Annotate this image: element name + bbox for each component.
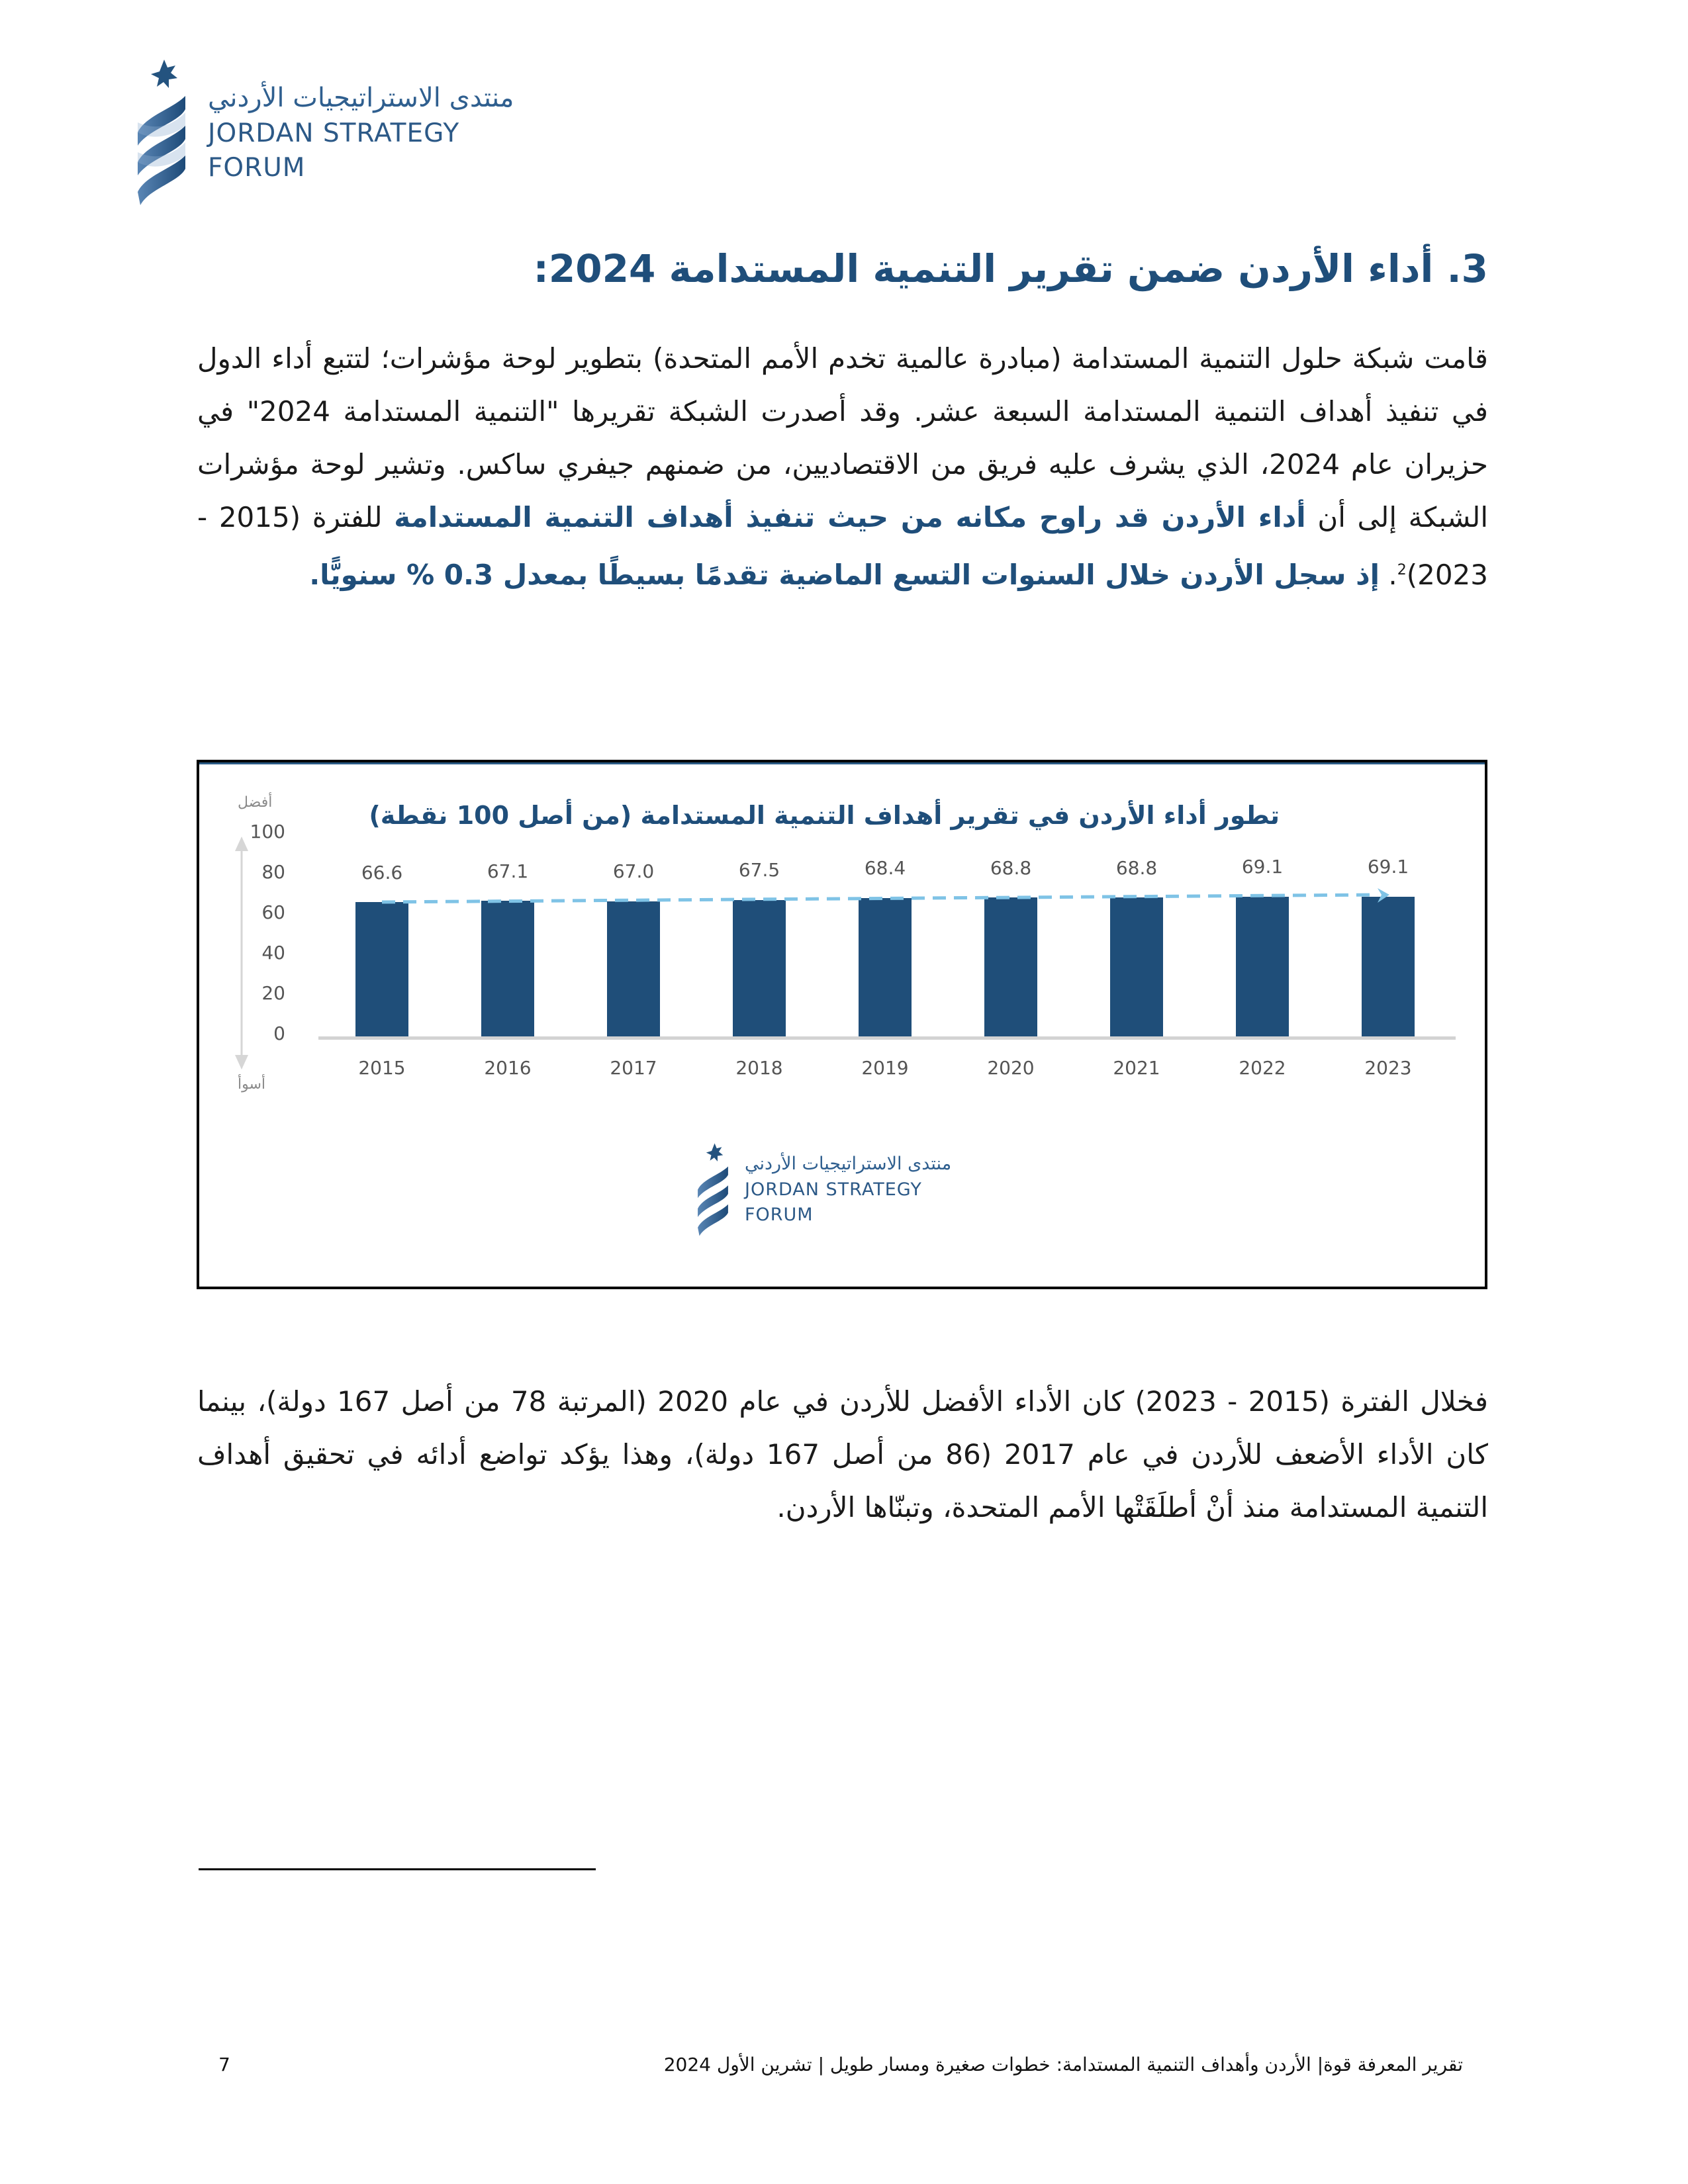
chart-title: تطور أداء الأردن في تقرير أهداف التنمية المستدامة (من أصل 100 نقطة)	[369, 801, 1280, 830]
y-tick: 60	[261, 901, 285, 923]
paragraph-text: .	[1380, 559, 1397, 591]
intro-paragraph	[197, 332, 1488, 602]
x-tick: 2020	[987, 1057, 1035, 1079]
trend-arrow-icon	[199, 762, 1485, 1040]
bar-value-label: 68.8	[1115, 857, 1158, 879]
x-tick: 2021	[1113, 1057, 1160, 1079]
x-tick: 2016	[484, 1057, 532, 1079]
y-tick: 100	[250, 821, 285, 842]
bar-value-label: 68.8	[990, 857, 1032, 879]
y-axis-better-label: أفضل	[238, 794, 273, 811]
bar-value-label: 67.0	[612, 860, 655, 882]
analysis-paragraph: فخلال الفترة (2015 - 2023) كان الأداء الأفضل للأردن في عام 2020 (المرتبة 78 من أصل 167 دولة)، بينما كان الأداء الأضعف للأردن في عام 2017 (86 من أصل 167 دولة)، وهذا يؤكد تواضع أدائه في تحقيق أهداف التنمية المستدامة منذ أنْ أطلَقَتْها الأمم المتحدة، وتبنّاها الأردن.	[197, 1385, 1489, 1524]
footnote-separator	[199, 1868, 596, 1870]
paragraph-text: قامت شبكة حلول التنمية المستدامة (مبادرة عالمية تخدم الأمم المتحدة) بتطوير لوحة مؤشرات؛ لتتبع أداء الدول في تنفيذ أهداف التنمية المستدامة السبعة عشر. وقد أصدرت الشبكة تقريرها "التنمية المستدامة 2024" في حزيران عام 2024، الذي يشرف عليه فريق من الاقتصاديين، من ضمنهم جيفري ساكس. وتشير لوحة مؤشرات الشبكة إلى أن	[197, 342, 1488, 533]
highlighted-text: أداء الأردن قد راوح مكانه من حيث تنفيذ أهداف التنمية المستدامة	[394, 501, 1306, 533]
jordan-star-ribbon-icon	[132, 56, 205, 208]
jordan-star-ribbon-icon	[694, 1135, 741, 1244]
section-heading: 3. أداء الأردن ضمن تقرير التنمية المستدامة 2024:	[533, 246, 1488, 291]
chart-watermark-logo	[694, 1133, 986, 1246]
y-axis-worse-label: أسوأ	[238, 1076, 266, 1093]
y-tick: 20	[261, 982, 285, 1004]
x-tick: 2022	[1239, 1057, 1286, 1079]
footnote-reference[interactable]: 2	[1397, 562, 1407, 578]
logo-arabic-name: منتدى الاستراتيجيات الأردني	[208, 83, 514, 113]
bar-value-label: 69.1	[1241, 856, 1284, 878]
x-tick: 2018	[735, 1057, 783, 1079]
bar-value-label: 67.1	[487, 860, 529, 882]
x-tick: 2015	[358, 1057, 406, 1079]
x-tick: 2023	[1364, 1057, 1412, 1079]
watermark-arabic-name: منتدى الاستراتيجيات الأردني	[745, 1154, 952, 1174]
watermark-english-name: JORDAN STRATEGY FORUM	[745, 1179, 922, 1225]
y-tick: 0	[273, 1023, 285, 1044]
y-tick: 80	[261, 861, 285, 883]
paragraph-text: للفترة (2015 - 2023)	[197, 501, 1488, 591]
chart-container	[197, 760, 1487, 1289]
bar-value-label: 66.6	[361, 862, 403, 884]
x-tick: 2019	[861, 1057, 909, 1079]
page-number: 7	[218, 2054, 230, 2075]
x-tick: 2017	[610, 1057, 657, 1079]
logo-english-name: JORDAN STRATEGY FORUM	[208, 118, 460, 183]
bar-value-label: 69.1	[1367, 856, 1409, 878]
bar-value-label: 67.5	[738, 859, 780, 881]
y-tick: 40	[261, 942, 285, 964]
highlighted-text: إذ سجل الأردن خلال السنوات التسع الماضية تقدمًا بسيطًا بمعدل 0.3 % سنويًّا.	[309, 559, 1380, 591]
header-logo	[132, 56, 536, 208]
footer-report-title: تقرير المعرفة قوة| الأردن وأهداف التنمية المستدامة: خطوات صغيرة ومسار طويل | تشرين الأول 2024	[663, 2054, 1463, 2075]
bar-value-label: 68.4	[864, 857, 906, 879]
